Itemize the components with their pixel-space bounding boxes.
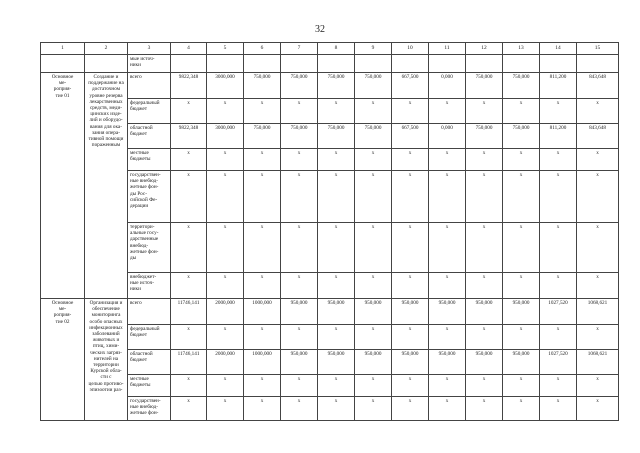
value-cell: х <box>429 149 466 171</box>
value-cell: х <box>429 375 466 397</box>
value-cell: х <box>207 171 244 223</box>
value-cell: х <box>577 325 619 350</box>
value-cell: х <box>171 273 207 299</box>
value-cell: х <box>281 99 318 124</box>
value-cell: х <box>281 375 318 397</box>
value-cell: х <box>466 223 503 273</box>
value-cell: х <box>171 99 207 124</box>
measure-name: Основное ме- роприя- тие 01 <box>41 73 85 299</box>
value-cell: х <box>540 325 577 350</box>
value-cell: х <box>171 223 207 273</box>
value-cell: 950,000 <box>318 350 355 375</box>
value-cell: х <box>171 171 207 223</box>
value-cell: х <box>466 325 503 350</box>
header-col-7: 7 <box>281 43 318 55</box>
budget-table <box>40 42 619 421</box>
value-cell: х <box>392 171 429 223</box>
funding-source: федеральный бюджет <box>128 325 171 350</box>
value-cell: х <box>318 273 355 299</box>
page-number: 32 <box>315 24 325 35</box>
header-col-6: 6 <box>244 43 281 55</box>
header-row <box>41 43 619 55</box>
value-cell: х <box>207 223 244 273</box>
table-row <box>41 149 619 171</box>
continuation-source: мые источ- ники <box>128 55 171 73</box>
value-cell: х <box>466 397 503 421</box>
value-cell: х <box>429 171 466 223</box>
value-cell: х <box>392 149 429 171</box>
header-col-14: 14 <box>540 43 577 55</box>
value-cell: 950,000 <box>392 299 429 325</box>
value-cell: х <box>244 99 281 124</box>
value-cell: 2000,000 <box>207 350 244 375</box>
value-cell: 9822,348 <box>171 124 207 149</box>
value-cell: 750,000 <box>318 73 355 99</box>
value-cell: х <box>577 99 619 124</box>
value-cell: х <box>281 223 318 273</box>
funding-source: местные бюджеты <box>128 375 171 397</box>
value-cell: 667,500 <box>392 124 429 149</box>
value-cell: 950,000 <box>429 299 466 325</box>
value-cell: 950,000 <box>318 299 355 325</box>
value-cell: х <box>318 375 355 397</box>
value-cell: х <box>577 397 619 421</box>
value-cell: х <box>171 325 207 350</box>
value-cell: х <box>355 375 392 397</box>
value-cell: х <box>429 325 466 350</box>
value-cell: 3000,000 <box>207 124 244 149</box>
value-cell: х <box>355 325 392 350</box>
value-cell: х <box>207 149 244 171</box>
value-cell: 1027,520 <box>540 299 577 325</box>
value-cell: х <box>577 171 619 223</box>
table-row <box>41 325 619 350</box>
funding-source: федеральный бюджет <box>128 99 171 124</box>
value-cell: х <box>355 223 392 273</box>
value-cell: х <box>503 171 540 223</box>
value-cell: х <box>540 273 577 299</box>
value-cell: х <box>577 273 619 299</box>
continuation-row <box>41 55 619 73</box>
value-cell: 750,000 <box>244 124 281 149</box>
value-cell: х <box>281 273 318 299</box>
header-col-2: 2 <box>85 43 128 55</box>
funding-source: областной бюджет <box>128 124 171 149</box>
value-cell: 667,500 <box>392 73 429 99</box>
funding-source: территори- альные госу- дарственные внебюд- жетные фон- ды <box>128 223 171 273</box>
value-cell: 950,000 <box>503 299 540 325</box>
value-cell: 750,000 <box>503 73 540 99</box>
value-cell: х <box>392 325 429 350</box>
table-row <box>41 375 619 397</box>
value-cell: х <box>540 223 577 273</box>
value-cell: х <box>281 397 318 421</box>
value-cell: х <box>244 397 281 421</box>
value-cell: х <box>355 273 392 299</box>
value-cell: 950,000 <box>429 350 466 375</box>
header-col-11: 11 <box>429 43 466 55</box>
value-cell: 843,648 <box>577 124 619 149</box>
value-cell: х <box>281 171 318 223</box>
value-cell: 9822,348 <box>171 73 207 99</box>
value-cell: 843,648 <box>577 73 619 99</box>
value-cell: х <box>207 375 244 397</box>
value-cell: 750,000 <box>355 124 392 149</box>
table-row <box>41 350 619 375</box>
value-cell: 1000,000 <box>244 350 281 375</box>
value-cell: х <box>577 223 619 273</box>
value-cell: х <box>244 273 281 299</box>
header-col-5: 5 <box>207 43 244 55</box>
value-cell: 11746,141 <box>171 299 207 325</box>
value-cell: х <box>171 375 207 397</box>
value-cell: х <box>540 99 577 124</box>
value-cell: х <box>244 375 281 397</box>
value-cell: 950,000 <box>355 299 392 325</box>
value-cell: 11746,141 <box>171 350 207 375</box>
value-cell: х <box>503 223 540 273</box>
value-cell: х <box>244 223 281 273</box>
value-cell: 750,000 <box>281 73 318 99</box>
value-cell: х <box>207 99 244 124</box>
funding-source: внебюджет- ные источ- ники <box>128 273 171 299</box>
funding-source: государствен- ные внебюд- жетные фон- <box>128 397 171 421</box>
value-cell: х <box>503 397 540 421</box>
value-cell: 950,000 <box>281 299 318 325</box>
value-cell: х <box>318 325 355 350</box>
value-cell: х <box>540 171 577 223</box>
value-cell: х <box>503 149 540 171</box>
value-cell: 0,000 <box>429 73 466 99</box>
value-cell: 950,000 <box>466 299 503 325</box>
value-cell: х <box>540 149 577 171</box>
value-cell: 1068,621 <box>577 350 619 375</box>
value-cell: х <box>466 273 503 299</box>
value-cell: х <box>429 397 466 421</box>
table-row <box>41 171 619 223</box>
value-cell: х <box>540 375 577 397</box>
value-cell: х <box>171 397 207 421</box>
value-cell: х <box>429 273 466 299</box>
value-cell: х <box>503 325 540 350</box>
funding-source: всего <box>128 299 171 325</box>
value-cell: х <box>540 397 577 421</box>
value-cell: х <box>392 397 429 421</box>
value-cell: 750,000 <box>355 73 392 99</box>
value-cell: х <box>318 99 355 124</box>
value-cell: 750,000 <box>466 124 503 149</box>
value-cell: х <box>577 375 619 397</box>
value-cell: 3000,000 <box>207 73 244 99</box>
value-cell: х <box>207 273 244 299</box>
value-cell: х <box>171 149 207 171</box>
header-col-13: 13 <box>503 43 540 55</box>
header-col-15: 15 <box>577 43 619 55</box>
value-cell: х <box>355 171 392 223</box>
measure-name: Основное ме- роприя- тие 02 <box>41 299 85 421</box>
value-cell: х <box>244 171 281 223</box>
value-cell: 950,000 <box>392 350 429 375</box>
value-cell: 950,000 <box>355 350 392 375</box>
value-cell: 750,000 <box>281 124 318 149</box>
value-cell: х <box>244 149 281 171</box>
header-col-9: 9 <box>355 43 392 55</box>
table-row <box>41 299 619 325</box>
value-cell: 950,000 <box>503 350 540 375</box>
value-cell: х <box>392 99 429 124</box>
value-cell: х <box>466 171 503 223</box>
value-cell: х <box>207 325 244 350</box>
value-cell: х <box>281 325 318 350</box>
value-cell: х <box>207 397 244 421</box>
value-cell: х <box>392 273 429 299</box>
value-cell: 950,000 <box>466 350 503 375</box>
header-col-3: 3 <box>128 43 171 55</box>
value-cell: 750,000 <box>466 73 503 99</box>
value-cell: 1068,621 <box>577 299 619 325</box>
value-cell: 950,000 <box>281 350 318 375</box>
table-row <box>41 223 619 273</box>
value-cell: 811,200 <box>540 73 577 99</box>
value-cell: х <box>355 99 392 124</box>
measure-description: Создание и поддержание на достаточном уровне резерва лекарственных средств, меди- цинских изде- лий и оборудо- вания для ока- зания опера- тивной помощи пораженным <box>85 73 128 299</box>
value-cell: х <box>429 99 466 124</box>
value-cell: х <box>355 397 392 421</box>
value-cell: х <box>429 223 466 273</box>
value-cell: х <box>244 325 281 350</box>
header-col-12: 12 <box>466 43 503 55</box>
value-cell: х <box>318 397 355 421</box>
value-cell: х <box>318 223 355 273</box>
value-cell: 1000,000 <box>244 299 281 325</box>
value-cell: х <box>466 149 503 171</box>
table-row <box>41 99 619 124</box>
value-cell: 750,000 <box>244 73 281 99</box>
funding-source: всего <box>128 73 171 99</box>
header-col-1: 1 <box>41 43 85 55</box>
table-row <box>41 397 619 421</box>
value-cell: х <box>392 375 429 397</box>
header-col-10: 10 <box>392 43 429 55</box>
value-cell: х <box>466 99 503 124</box>
value-cell: х <box>466 375 503 397</box>
header-col-8: 8 <box>318 43 355 55</box>
value-cell: 2000,000 <box>207 299 244 325</box>
header-col-4: 4 <box>171 43 207 55</box>
measure-description: Организация и обеспечение мониторинга особо опасных инфекционных заболеваний животных и птиц, хими- ческих загряз- нителей на территории Курской обла- сти с целью противо- эпизоотии раз- <box>85 299 128 421</box>
value-cell: 1027,520 <box>540 350 577 375</box>
funding-source: областной бюджет <box>128 350 171 375</box>
table-row <box>41 73 619 99</box>
value-cell: х <box>318 149 355 171</box>
table-row <box>41 273 619 299</box>
funding-source: местные бюджеты <box>128 149 171 171</box>
value-cell: х <box>503 375 540 397</box>
value-cell: х <box>577 149 619 171</box>
value-cell: х <box>318 171 355 223</box>
value-cell: 750,000 <box>503 124 540 149</box>
table-row <box>41 124 619 149</box>
value-cell: х <box>392 223 429 273</box>
funding-source: государствен- ные внебюд- жетные фон- ды Рос- сийской Фе- дерации <box>128 171 171 223</box>
value-cell: 811,200 <box>540 124 577 149</box>
value-cell: 0,000 <box>429 124 466 149</box>
value-cell: 750,000 <box>318 124 355 149</box>
value-cell: х <box>503 273 540 299</box>
value-cell: х <box>355 149 392 171</box>
value-cell: х <box>503 99 540 124</box>
value-cell: х <box>281 149 318 171</box>
